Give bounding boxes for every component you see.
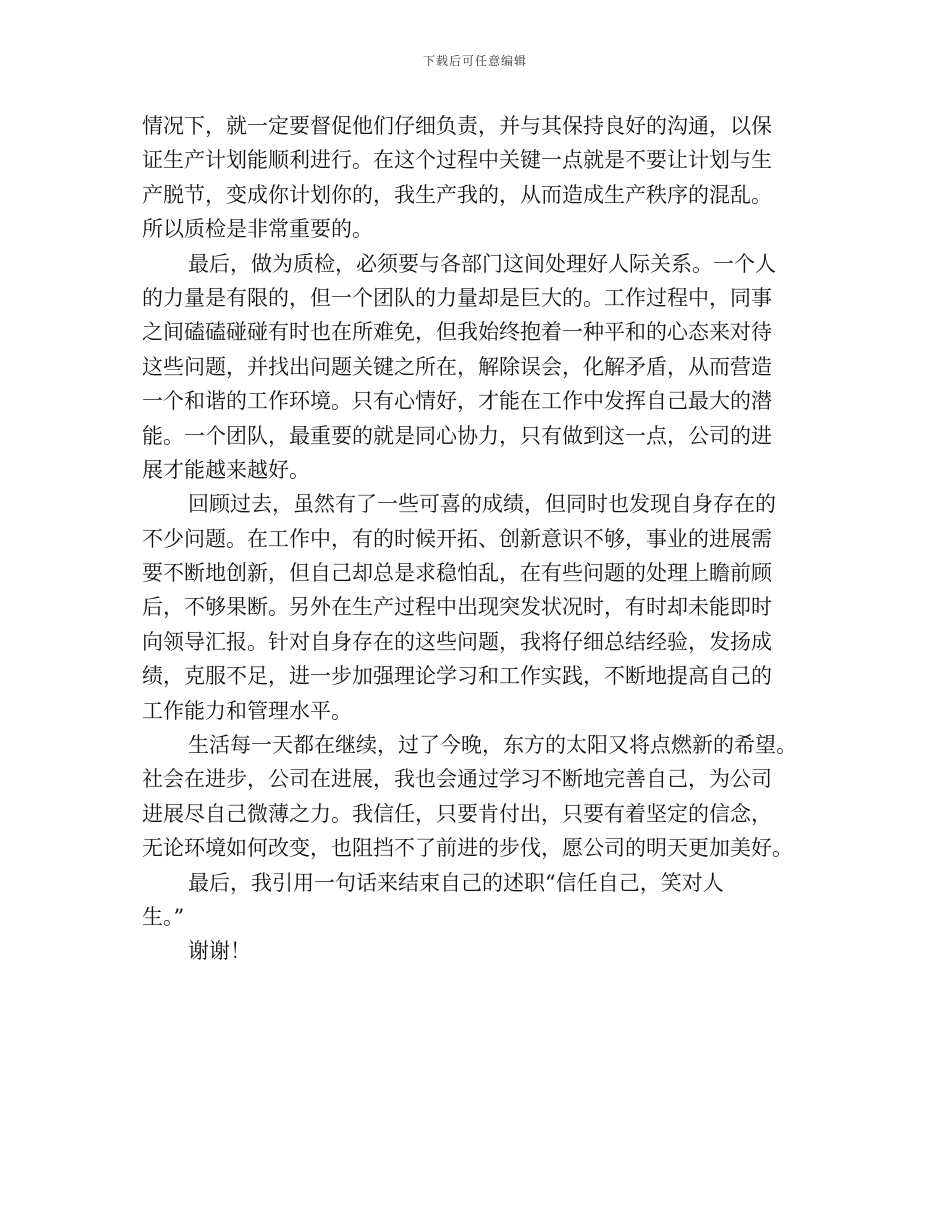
text-line: 谢谢！ bbox=[188, 939, 251, 964]
text-line: 要不断地创新，但自己却总是求稳怕乱，在有些问题的处理上瞻前顾 bbox=[142, 561, 772, 586]
text-line: 产脱节，变成你计划你的，我生产我的，从而造成生产秩序的混乱。 bbox=[142, 182, 772, 207]
text-line: 情况下，就一定要督促他们仔细负责，并与其保持良好的沟通，以保 bbox=[142, 114, 772, 138]
text-line: 无论环境如何改变，也阻挡不了前进的步伐，愿公司的明天更加美好。 bbox=[142, 836, 793, 861]
text-line: 这些问题，并找出问题关键之所在，解除误会，化解矛盾，从而营造 bbox=[142, 354, 772, 379]
text-line: 社会在进步，公司在进展，我也会通过学习不断地完善自己，为公司 bbox=[142, 767, 772, 792]
text-line: 工作能力和管理水平。 bbox=[142, 698, 352, 723]
text-line: 不少问题。在工作中，有的时候开拓、创新意识不够，事业的进展需 bbox=[142, 526, 772, 551]
text-line: 回顾过去，虽然有了一些可喜的成绩，但同时也发现自身存在的 bbox=[188, 492, 776, 517]
body-text bbox=[142, 109, 822, 969]
text-line: 生。” bbox=[142, 904, 185, 929]
text-line: 能。一个团队，最重要的就是同心协力，只有做到这一点，公司的进 bbox=[142, 423, 772, 448]
text-line: 的力量是有限的，但一个团队的力量却是巨大的。工作过程中，同事 bbox=[142, 285, 772, 310]
text-line: 最后，做为质检，必须要与各部门这间处理好人际关系。一个人 bbox=[188, 251, 776, 276]
text-line: 最后，我引用一句话来结束自己的述职“信任自己，笑对人 bbox=[188, 870, 724, 895]
text-line: 之间磕磕碰碰有时也在所难免，但我始终抱着一种平和的心态来对待 bbox=[142, 320, 772, 345]
page-header: 下载后可任意编辑 bbox=[422, 54, 527, 68]
text-line: 向领导汇报。针对自身存在的这些问题，我将仔细总结经验，发扬成 bbox=[142, 629, 772, 654]
text-line: 绩，克服不足，进一步加强理论学习和工作实践，不断地提高自己的 bbox=[142, 664, 772, 689]
text-line: 一个和谐的工作环境。只有心情好，才能在工作中发挥自己最大的潜 bbox=[142, 389, 772, 414]
text-line: 证生产计划能顺利进行。在这个过程中关键一点就是不要让计划与生 bbox=[142, 148, 772, 173]
text-line: 后，不够果断。另外在生产过程中出现突发状况时，有时却未能即时 bbox=[142, 595, 772, 620]
text-line: 进展尽自己微薄之力。我信任，只要肯付出，只要有着坚定的信念， bbox=[142, 801, 772, 826]
text-line: 展才能越来越好。 bbox=[142, 457, 310, 482]
text-line: 所以质检是非常重要的。 bbox=[142, 217, 373, 242]
text-line: 生活每一天都在继续，过了今晚，东方的太阳又将点燃新的希望。 bbox=[188, 733, 797, 758]
